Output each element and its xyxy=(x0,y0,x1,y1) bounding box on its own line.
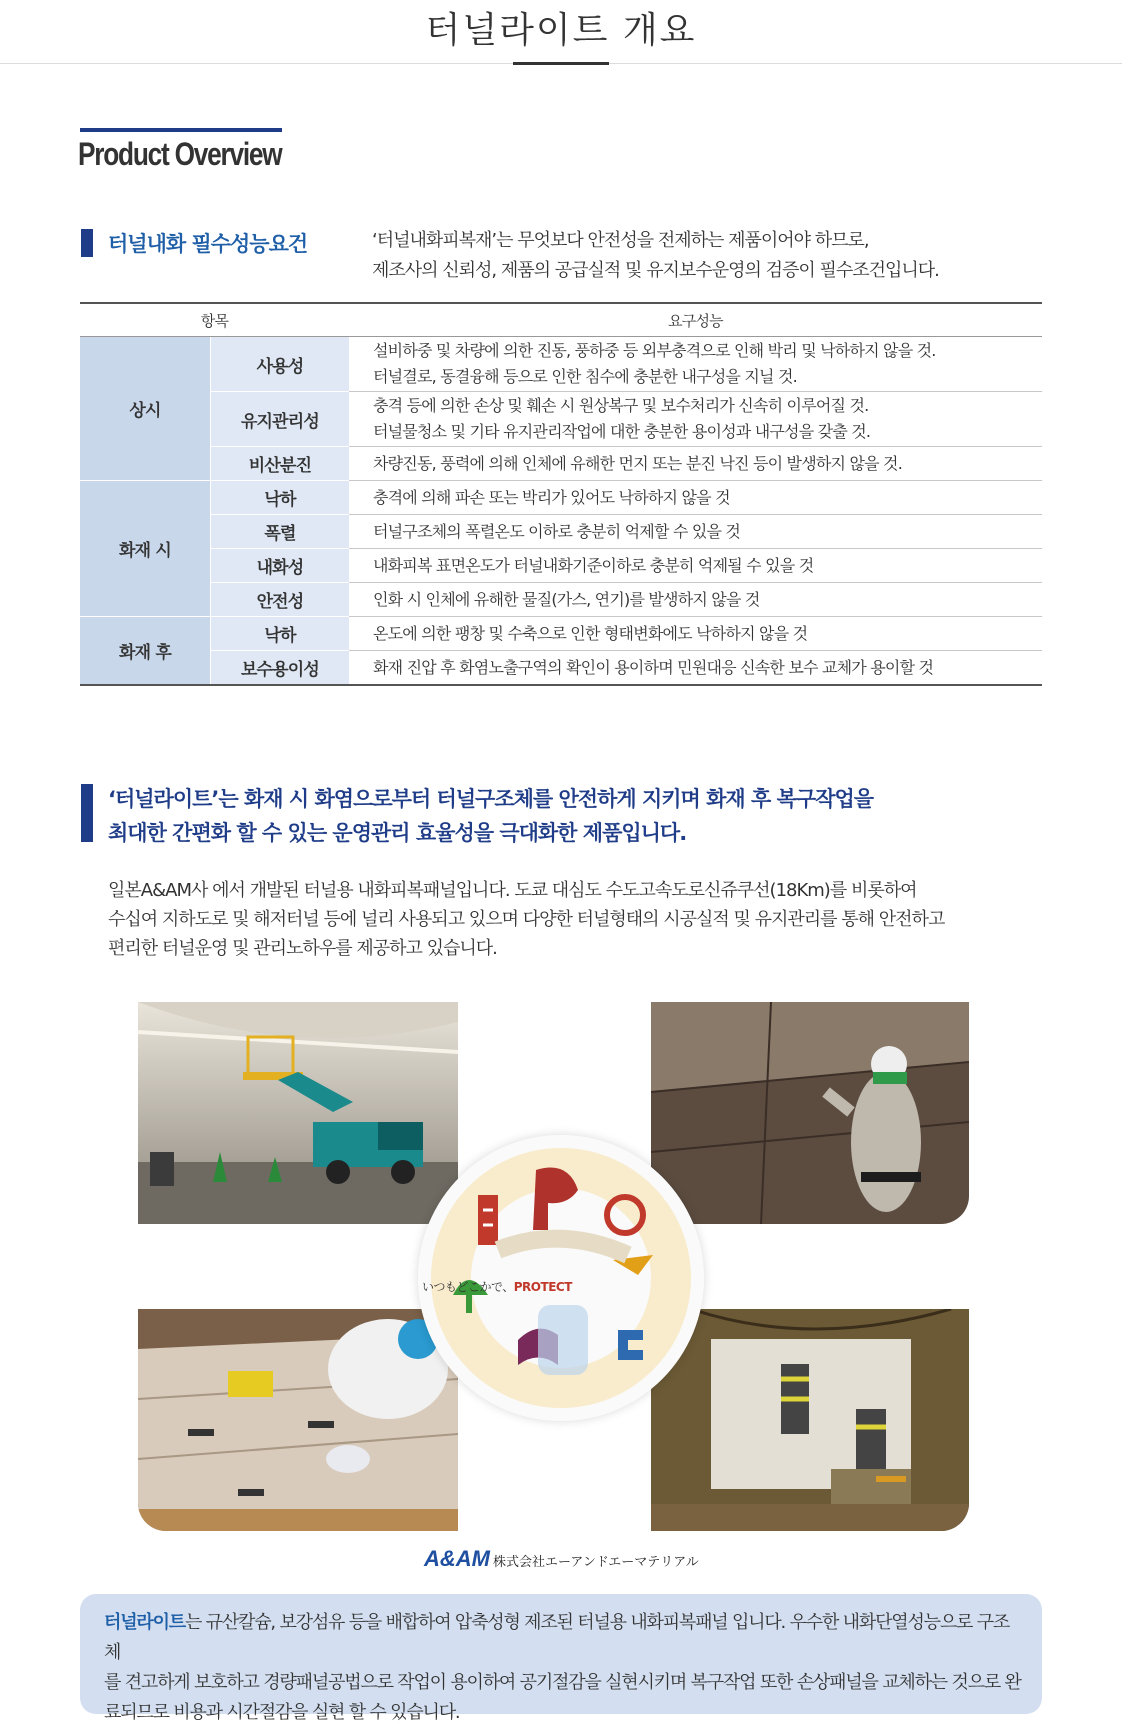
table-row xyxy=(80,583,1042,617)
emblem-slogan xyxy=(422,1278,572,1295)
aam-logo: A&AM xyxy=(424,1546,490,1571)
table-item: 사용성 xyxy=(211,337,350,392)
section2-heading xyxy=(108,782,873,850)
section2-heading-line: 최대한 간편화 할 수 있는 운영관리 효율성을 극대화한 제품입니다. xyxy=(108,821,687,845)
table-item: 내화성 xyxy=(211,549,350,583)
section1-heading: 터널내화 필수성능요건 xyxy=(108,232,308,256)
perf-line: 터널결로, 동결융해 등으로 인한 침수에 충분한 내구성을 지닐 것. xyxy=(373,367,797,386)
emblem-slogan-prefix: いつもどこかで、 xyxy=(422,1280,514,1294)
section2-body-line: 수십여 지하도로 및 해저터널 등에 널리 사용되고 있으며 다양한 터널형태의 시공실적 및 유지관리를 통해 안전하고 xyxy=(108,909,945,930)
section2-marker xyxy=(81,784,93,842)
table-category: 화재 시 xyxy=(80,481,211,617)
requirements-table xyxy=(80,302,1042,686)
table-row xyxy=(80,549,1042,583)
table-row xyxy=(80,447,1042,481)
table-row xyxy=(80,515,1042,549)
section2-body-line: 일본A&AM사 에서 개발된 터널용 내화피복패널입니다. 도쿄 대심도 수도고속도로신쥬쿠선(18Km)를 비롯하여 xyxy=(108,880,917,901)
section2-body-line: 편리한 터널운영 및 관리노하우를 제공하고 있습니다. xyxy=(108,938,497,959)
table-item: 낙하 xyxy=(211,481,350,515)
table-item: 유지관리성 xyxy=(211,392,350,447)
section2-heading-line: ‘터널라이트’는 화재 시 화염으로부터 터널구조체를 안전하게 지키며 화재 후 복구작업을 xyxy=(108,787,874,811)
table-item: 보수용이성 xyxy=(211,651,350,686)
summary-line: 를 견고하게 보호하고 경량패널공법으로 작업이 용이하여 공기절감을 실현시키며 복구작업 또한 손상패널을 교체하는 것으로 완 xyxy=(104,1672,1021,1693)
table-performance: 화재 진압 후 화염노출구역의 확인이 용이하며 민원대응 신속한 보수 교체가 용이할 것 xyxy=(349,651,1042,686)
perf-line: 터널물청소 및 기타 유지관리작업에 대한 충분한 용이성과 내구성을 갖출 것. xyxy=(373,422,871,441)
table-row xyxy=(80,481,1042,515)
section1-description xyxy=(372,226,939,286)
summary-line: 는 규산칼슘, 보강섬유 등을 배합하여 압축성형 제조된 터널용 내화피복패널 입니다. 우수한 내화단열성능으로 구조체 xyxy=(104,1612,1010,1663)
table-row xyxy=(80,617,1042,651)
section1-desc-line: 제조사의 신뢰성, 제품의 공급실적 및 유지보수운영의 검증이 필수조건입니다. xyxy=(372,260,939,281)
overview-accent-bar xyxy=(80,128,282,132)
product-overview-label: Product Overview xyxy=(78,136,282,172)
table-category: 화재 후 xyxy=(80,617,211,686)
table-performance: 차량진동, 풍력에 의해 인체에 유해한 먼지 또는 분진 낙진 등이 발생하지 않을 것. xyxy=(349,447,1042,481)
table-row xyxy=(80,337,1042,392)
summary-text xyxy=(104,1608,1024,1728)
page-title: 터널라이트 개요 xyxy=(425,10,697,51)
table-performance: 내화피복 표면온도가 터널내화기준이하로 충분히 억제될 수 있을 것 xyxy=(349,549,1042,583)
photo-workers-scaffold xyxy=(651,1309,969,1531)
table-row xyxy=(80,392,1042,447)
section1-marker xyxy=(81,229,93,257)
table-item: 비산분진 xyxy=(211,447,350,481)
table-item: 폭렬 xyxy=(211,515,350,549)
emblem-slogan-protect: PROTECT xyxy=(513,1280,572,1294)
table-performance: 터널구조체의 폭렬온도 이하로 충분히 억제할 수 있을 것 xyxy=(349,515,1042,549)
table-header-performance: 요구성능 xyxy=(349,303,1042,337)
table-performance: 충격에 의해 파손 또는 박리가 있어도 낙하하지 않을 것 xyxy=(349,481,1042,515)
section2-body xyxy=(108,876,944,963)
summary-line: 료되므로 비용과 시간절감을 실현 할 수 있습니다. xyxy=(104,1702,460,1723)
aam-company-name: 株式会社エーアンドエーマテリアル xyxy=(493,1555,699,1570)
table-header-item: 항목 xyxy=(80,303,349,337)
photo-panel-workbench xyxy=(138,1309,458,1531)
table-category: 상시 xyxy=(80,337,211,481)
table-performance: 인화 시 인체에 유해한 물질(가스, 연기)를 발생하지 않을 것 xyxy=(349,583,1042,617)
title-accent-bar xyxy=(513,62,609,65)
table-performance xyxy=(349,337,1042,392)
table-performance xyxy=(349,392,1042,447)
summary-highlight: 터널라이트 xyxy=(104,1612,185,1633)
photo-worker-ceiling-panel xyxy=(651,1002,969,1224)
table-item: 낙하 xyxy=(211,617,350,651)
perf-line: 설비하중 및 차량에 의한 진동, 풍하중 등 외부충격으로 인해 박리 및 낙하하지 않을 것. xyxy=(373,341,936,360)
table-performance: 온도에 의한 팽창 및 수축으로 인한 형태변화에도 낙하하지 않을 것 xyxy=(349,617,1042,651)
table-item: 안전성 xyxy=(211,583,350,617)
photo-lift-truck-tunnel xyxy=(138,1002,458,1224)
section1-desc-line: ‘터널내화피복재’는 무엇보다 안전성을 전제하는 제품이어야 하므로, xyxy=(372,230,869,251)
perf-line: 충격 등에 의한 손상 및 훼손 시 원상복구 및 보수처리가 신속히 이루어질 것. xyxy=(373,396,869,415)
table-row xyxy=(80,651,1042,686)
